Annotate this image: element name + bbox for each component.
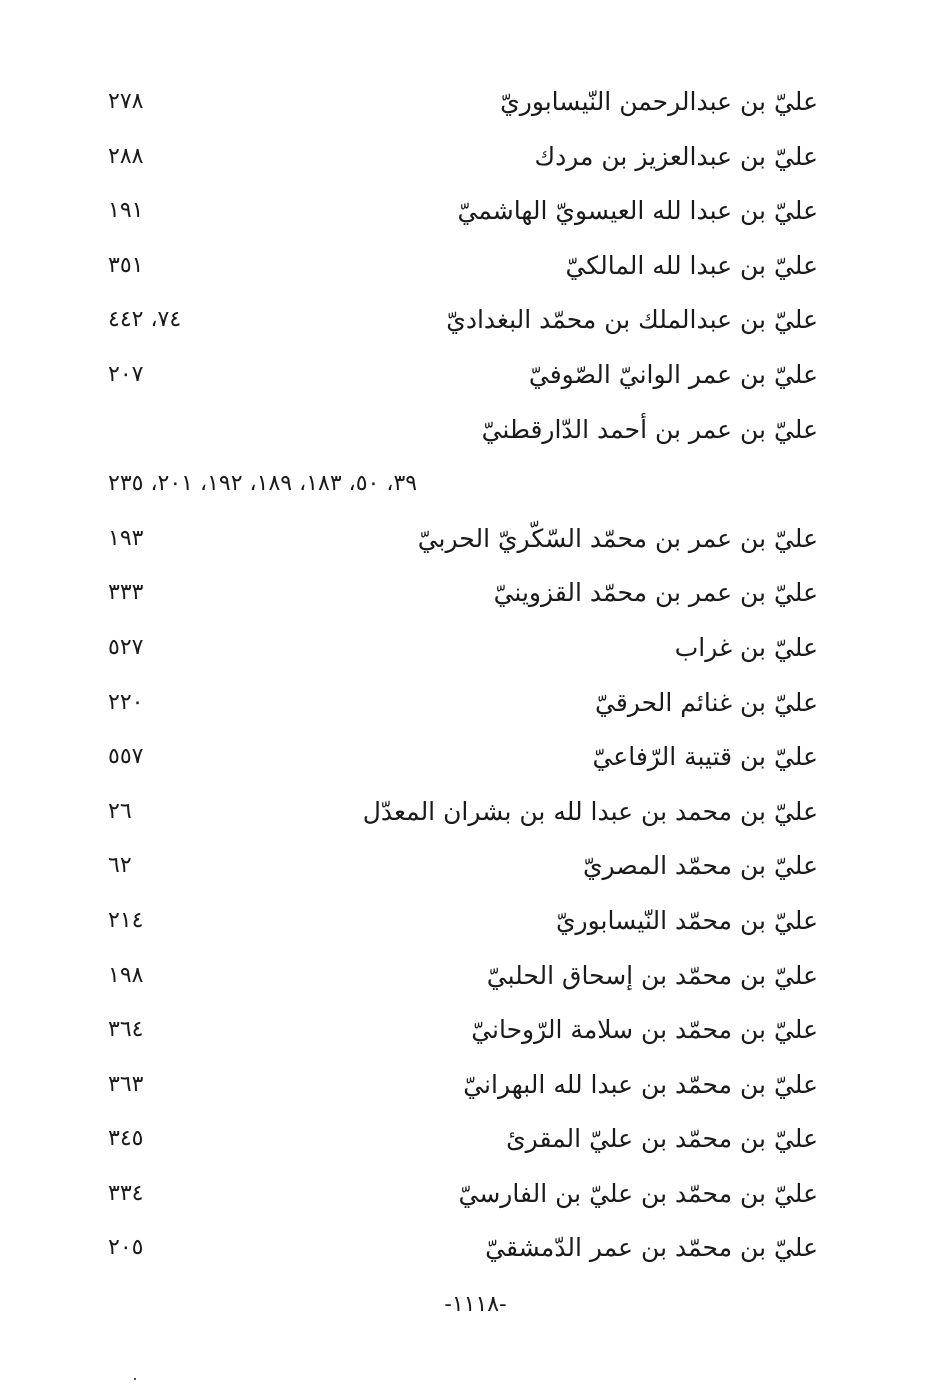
entry-name: عليّ بن محمّد بن عليّ بن الفارسيّ (458, 1178, 818, 1208)
index-entry (108, 187, 818, 242)
entry-name: عليّ بن قتيبة الرّفاعيّ (592, 742, 818, 772)
index-entry (108, 952, 818, 1007)
index-entry (108, 351, 818, 406)
index-entry (108, 842, 818, 897)
index-entry (108, 897, 818, 952)
entry-page-refs: ٢٠٥ (108, 1235, 144, 1261)
index-entry (108, 515, 818, 570)
entry-name: عليّ بن عبدالعزيز بن مردك (534, 141, 818, 171)
index-entry (108, 788, 818, 843)
entry-name: عليّ بن محمّد بن إسحاق الحلبيّ (486, 960, 818, 990)
entry-name: عليّ بن غراب (674, 632, 818, 662)
index-entry (108, 733, 818, 788)
index-entry (108, 569, 818, 624)
index-entry (108, 78, 818, 133)
entry-name: عليّ بن عبدالملك بن محمّد البغداديّ (446, 305, 818, 335)
index-entry (108, 1115, 818, 1170)
entry-page-refs: ٦٢ (108, 853, 132, 879)
entry-name: عليّ بن عبدا لله العيسويّ الهاشميّ (457, 196, 818, 226)
entry-page-refs: ٢١٤ (108, 907, 144, 933)
entry-page-refs: ٢٧٨ (108, 89, 144, 114)
entry-name: عليّ بن عبدا لله المالكيّ (565, 250, 818, 280)
entry-page-refs: ٣٤٥ (108, 1126, 144, 1152)
entry-page-refs: ٣٣٤ (108, 1180, 144, 1206)
print-speck (134, 1378, 136, 1380)
entry-name: عليّ بن محمّد بن عليّ المقرئ (506, 1124, 818, 1154)
index-entry (108, 1006, 818, 1061)
index-entry (108, 242, 818, 297)
entry-name: عليّ بن غنائم الحرقيّ (595, 687, 818, 717)
entry-page-refs: ٢٢٠ (108, 689, 144, 715)
entry-page-refs: ٣٦٤ (108, 1017, 144, 1043)
entry-name: عليّ بن عمر الوانيّ الصّوفيّ (528, 359, 818, 389)
entry-page-refs: ٣٦٣ (108, 1071, 144, 1097)
entry-page-refs: ٣٣٣ (108, 580, 144, 606)
entry-page-refs: ٢٦ (108, 798, 132, 824)
entry-name: عليّ بن محمّد بن عبدا لله البهرانيّ (463, 1069, 818, 1099)
name-index-list (108, 78, 818, 1279)
entry-page-refs: ٢٨٨ (108, 143, 144, 169)
entry-name: عليّ بن محمّد بن عمر الدّمشقيّ (485, 1233, 818, 1263)
index-entry (108, 296, 818, 351)
entry-name: عليّ بن محمّد المصريّ (582, 851, 818, 881)
entry-name: عليّ بن محمد بن عبدا لله بن بشران المعدّل (362, 796, 818, 826)
index-entry (108, 406, 818, 461)
index-entry (108, 1224, 818, 1279)
entry-name: عليّ بن عمر بن محمّد القزوينيّ (493, 578, 818, 608)
entry-page-refs: ١٩٣ (108, 525, 144, 551)
page-number: -١١١٨- (444, 1292, 507, 1317)
entry-page-refs: ٣٥١ (108, 252, 144, 278)
entry-page-refs: ٥٢٧ (108, 634, 144, 660)
entry-name: عليّ بن محمّد بن سلامة الرّوحانيّ (471, 1015, 818, 1045)
entry-name: عليّ بن عمر بن محمّد السّكّريّ الحربيّ (417, 523, 818, 553)
index-entry-continuation (108, 460, 818, 515)
entry-page-refs: ٥٥٧ (108, 744, 144, 770)
index-entry (108, 679, 818, 734)
entry-page-refs: ٣٩، ٥٠، ١٨٣، ١٨٩، ١٩٢، ٢٠١، ٢٣٥ (108, 471, 418, 497)
index-entry (108, 624, 818, 679)
entry-page-refs: ٧٤، ٤٤٢ (108, 307, 182, 333)
entry-name: عليّ بن محمّد النّيسابوريّ (555, 905, 818, 935)
index-entry (108, 1061, 818, 1116)
entry-name: عليّ بن عبدالرحمن النّيسابوريّ (500, 87, 818, 116)
index-entry (108, 133, 818, 188)
entry-page-refs: ١٩٨ (108, 962, 144, 988)
entry-page-refs: ٢٠٧ (108, 361, 144, 387)
index-entry (108, 1170, 818, 1225)
entry-page-refs: ١٩١ (108, 198, 144, 224)
entry-name: عليّ بن عمر بن أحمد الدّارقطنيّ (481, 414, 818, 444)
